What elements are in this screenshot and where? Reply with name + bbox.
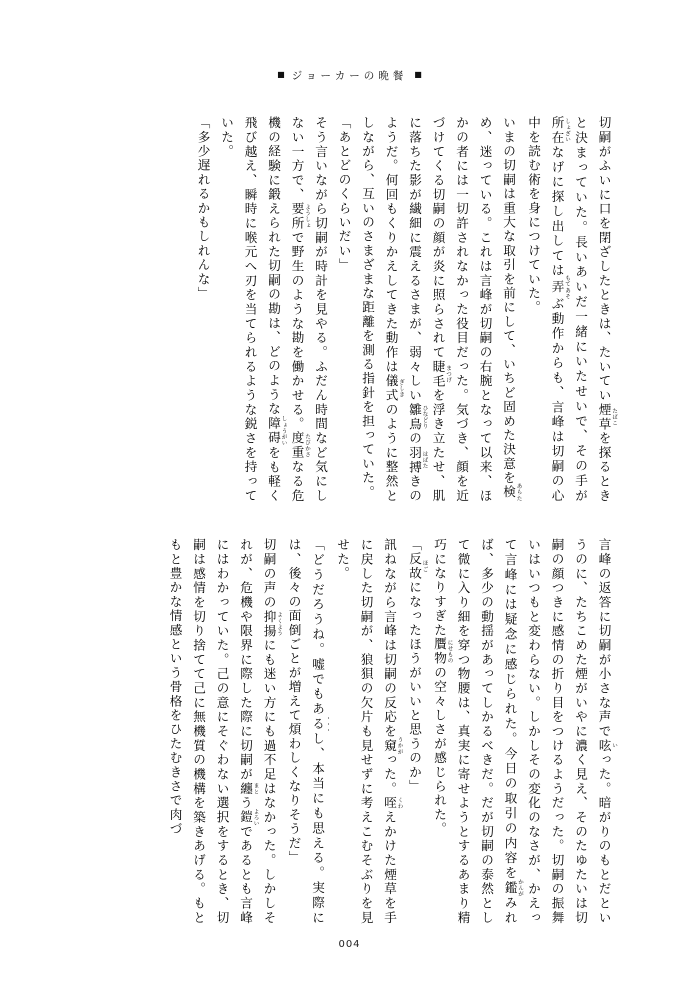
running-head: [0, 68, 699, 83]
ornament-left-icon: ■: [277, 70, 285, 79]
paragraph: 切嗣がふいに口を閉ざしたときは、たいてい煙草 たばこを探るときと決まっていた。長いあいだ一緒にいたせいで、その手が所在 しょざいなげに探し出しては弄 もてあそぶ動作からも、言峰は切嗣の心中を読む術を身につけていた。: [526, 116, 617, 504]
running-head-title: ジョーカーの晩餐: [291, 70, 408, 82]
paragraph: いまの切嗣は重大な取引を前にして、いちど固めた決意を検 あらため、迷っている。これは言峰が切嗣の右腕となって以来、ほかの者には一切許されなかった役目だった。気づき、顔を近づけてくる切嗣の顔が炎に照らされて睫毛 まつげを浮き立たせ、肌に落ちた影が繊細に震えるさまが、弱々しい雛鳥 ひなどりの羽搏 はばたきのようだ。何回もくりかえしてきた動作は儀式 ぎしきのように整然としながら、互いのさまざまな距離を測る指針を担っていた。: [360, 116, 522, 504]
dialogue-line: 「反故 ほごになったほうがいいと思うのか」: [407, 538, 428, 794]
dialogue-line: 「あとどのくらいだい」: [336, 116, 352, 273]
dialogue-line: 「どうだろうね。嘘でもあるし ・・・、本当にも思える。実際には、後々の面倒ごとが増えて煩わしくなりそうだ」: [286, 538, 331, 925]
body-text-lower: [77, 525, 617, 925]
paragraph: そう言いながら切嗣が時計を見やる。ふだん時間など気にしない一方で、要所 ようしょで野生のような勘を働かせる。度重 たびかさなる危機の経験に鍛えられた切嗣の勘は、どのような障碍 しょうがいをも軽く飛び越え、瞬時に喉元へ刃を当てられるような鋭さを持っていた。: [219, 116, 328, 503]
paragraph: 訊ねながら言峰は切嗣の反応を窺 うかがった。咥 くわえかけた煙草を手に戻した切嗣が、狼狽の欠片も見せずに考えこむそぶりを見せた。: [335, 538, 403, 925]
paragraph: 言峰の返答に切嗣が小さな声で呟 いった。暗がりのもとだというのに、たちこめた煙がいやに濃く見え、そのたゆたいは切嗣の顔つきに感情の折り目をつけるようだった。切嗣の振舞いはいつもと変わらない。しかしその変化のなさが、かえって言峰には疑念に感じられた。今日の取引の内容を鑑 かんがみれば、多少の動揺があってしかるべきだ。だが切嗣の泰然として微に入り細を穿つ物腰は、真実に寄せようとするあまり精巧になりすぎた贋物 にせものの空々しさが感じられた。: [432, 538, 617, 925]
page-number: 004: [338, 939, 361, 950]
body-text-upper: [77, 103, 617, 503]
ornament-right-icon: ■: [414, 70, 422, 79]
dialogue-line: 「多少遅れるかもしれんな」: [195, 116, 211, 301]
paragraph: 切嗣の声の抑揚 よくようにも迷い方にも過不足はなかった。しかしそれが、危機や限界に際した際に切嗣が纏 まとう鎧 よろいであるとも言峰にはわかっていた。己の意にそぐわない選択をするとき、切嗣は感情を切り捨てて己に無機質の機構を築きあげる。もともと豊かな情感という骨格をひたむきさで肉づ: [167, 538, 282, 926]
